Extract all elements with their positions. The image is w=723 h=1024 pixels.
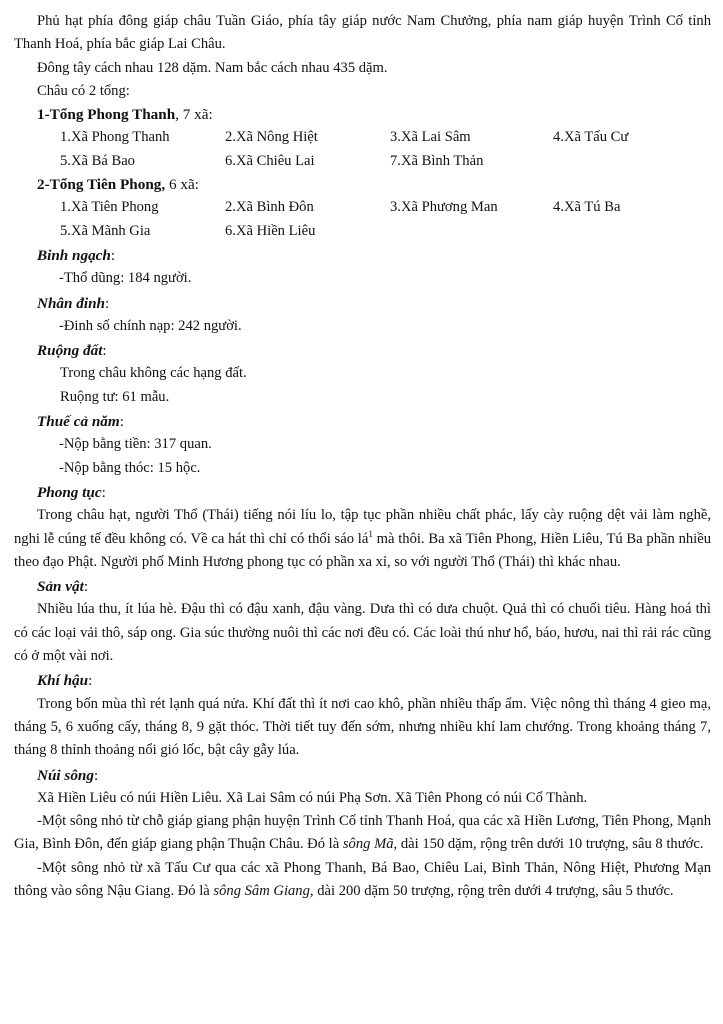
ruong-dat-heading: Ruộng đất: xyxy=(37,342,107,360)
river2-name: sông Sâm Giang, xyxy=(213,882,314,899)
nui-song-title: Núi sông xyxy=(37,766,94,784)
xa-item: 2.Xã Bình Đôn xyxy=(225,199,314,216)
khi-hau-title: Khí hậu xyxy=(37,672,89,690)
river2-text-a: -Một sông nhỏ từ xã Tấu Cư qua các xã Phong Thanh, Bá Bao, Chiêu Lai, Bình Thản, Nông Hiệt, Phương Mạn thông vào sông Nậu Giang. Đó là xyxy=(14,859,711,899)
nhan-dinh-line: -Đinh số chính nạp: 242 người. xyxy=(59,317,242,334)
binh-ngach-heading: Binh ngạch: xyxy=(37,246,116,264)
xa-item: 6.Xã Chiêu Lai xyxy=(225,152,315,169)
tong2-name: 2-Tổng Tiên Phong, xyxy=(37,176,166,194)
river2-text-b: dài 200 dặm 50 trượng, rộng trên dưới 4 trượng, sâu 5 thước. xyxy=(313,882,674,899)
ruong-dat-line: Ruộng tư: 61 mẫu. xyxy=(60,388,170,405)
nui-song-heading: Núi sông: xyxy=(37,766,99,784)
san-vat-heading: Sản vật: xyxy=(37,578,89,596)
nhan-dinh-title: Nhân đinh xyxy=(37,294,105,312)
nui-song-river1 xyxy=(14,810,711,857)
xa-item: 7.Xã Bình Thản xyxy=(390,152,484,169)
xa-item: 1.Xã Phong Thanh xyxy=(60,129,170,146)
khi-hau-text: Trong bốn mùa thì rét lạnh quá nửa. Khí đất thì ít nơi cao khô, phần nhiều thấp ẩm. Việc nông thì tháng 4 gieo mạ, tháng 5, 6 xuống cấy, tháng 8, 9 gặt thóc. Thời tiết tuy đến sớm, nhưng nhiều khí lam chướng. Trong khoảng tháng 7, tháng 8 thỉnh thoảng nổi gió lốc, bật cây gẫy lúa. xyxy=(14,695,711,759)
binh-ngach-title: Binh ngạch xyxy=(37,246,111,264)
intro-borders: Phủ hạt phía đông giáp châu Tuần Giáo, phía tây giáp nước Nam Chưởng, phía nam giáp huyện Trình Cố tỉnh Thanh Hoá, phía bắc giáp Lai Châu. xyxy=(14,13,711,53)
tong1-name: 1-Tổng Phong Thanh xyxy=(37,106,176,124)
nui-song-mountains: Xã Hiền Liêu có núi Hiền Liêu. Xã Lai Sâm có núi Phạ Sơn. Xã Tiên Phong có núi Cổ Thành. xyxy=(37,789,588,806)
intro-distances: Đông tây cách nhau 128 dặm. Nam bắc cách nhau 435 dặm. xyxy=(37,59,388,76)
ruong-dat-title: Ruộng đất xyxy=(37,342,103,360)
river1-text-b: dài 150 dặm, rộng trên dưới 10 trượng, sâu 8 thước. xyxy=(397,836,704,853)
binh-ngach-line: -Thổ dũng: 184 người. xyxy=(59,270,192,287)
tong1-heading xyxy=(14,103,711,126)
xa-item: 5.Xã Mãnh Gia xyxy=(60,222,151,239)
san-vat-text: Nhiều lúa thu, ít lúa hè. Đậu thì có đậu xanh, đậu vàng. Dưa thì có dưa chuột. Quả thì có chuối tiêu. Hàng hoá thì có các loại vải thô, sáp ong. Gia súc thường nuôi thì các nơi đều có. Các loài thú như hổ, báo, hươu, nai thì rải rác cũng có ở một vài nơi. xyxy=(14,601,711,665)
thue-line: -Nộp bằng thóc: 15 hộc. xyxy=(59,459,201,476)
thue-line: -Nộp bằng tiền: 317 quan. xyxy=(59,436,212,453)
xa-item: 2.Xã Nông Hiệt xyxy=(225,129,318,146)
phong-tuc-heading: Phong tục: xyxy=(37,483,106,501)
phong-tuc-title: Phong tục xyxy=(37,483,102,501)
xa-item: 4.Xã Tú Ba xyxy=(553,199,621,216)
nhan-dinh-heading: Nhân đinh: xyxy=(37,294,110,312)
xa-item: 1.Xã Tiên Phong xyxy=(60,199,159,216)
xa-item: 6.Xã Hiền Liêu xyxy=(225,222,316,239)
tong2-heading xyxy=(14,173,711,196)
xa-item: 3.Xã Lai Sâm xyxy=(390,129,471,146)
nui-song-river2 xyxy=(14,857,711,904)
tong2-xa-list xyxy=(14,196,711,243)
xa-item: 5.Xã Bá Bao xyxy=(60,152,135,169)
river1-text-a: -Một sông nhỏ từ chỗ giáp giang phận huyện Trình Cố tỉnh Thanh Hoá, qua các xã Hiền Lương, Tiên Phong, Mạnh Gia, Bình Đôn, đến giáp giang phận Thuận Châu. Đó là xyxy=(14,813,711,853)
river1-name: sông Mã, xyxy=(342,836,398,853)
phong-tuc-text-b: mà thôi. Ba xã Tiên Phong, Hiền Liêu, Tú Ba phần nhiều theo đạo Phật. Người phố Minh Hương phong tục có phần xa xỉ, so với người Thổ (Thái) thì khác nhau. xyxy=(14,530,712,570)
xa-item: 3.Xã Phương Man xyxy=(390,199,498,216)
thue-title: Thuế cả năm xyxy=(37,413,120,431)
phong-tuc-text xyxy=(14,504,711,574)
intro-tong-count: Châu có 2 tổng: xyxy=(37,82,130,99)
xa-item: 4.Xã Tấu Cư xyxy=(553,129,629,146)
tong2-count: 6 xã: xyxy=(165,176,199,194)
tong1-count: , 7 xã: xyxy=(175,106,213,124)
footnote-ref: 1 xyxy=(368,528,373,539)
khi-hau-heading: Khí hậu: xyxy=(37,672,93,690)
phong-tuc-text-a: Trong châu hạt, người Thổ (Thái) tiếng nói líu lo, tập tục phần nhiều chất phác, lấy cày ruộng dệt vải làm nghề, nghi lễ cúng tế đều không có. Về ca hát thì chỉ có thổi sáo lá xyxy=(14,507,711,547)
ruong-dat-line: Trong châu không các hạng đất. xyxy=(60,365,247,382)
tong1-xa-list xyxy=(14,126,711,173)
san-vat-title: Sản vật xyxy=(37,578,84,596)
thue-heading: Thuế cả năm: xyxy=(37,413,124,431)
